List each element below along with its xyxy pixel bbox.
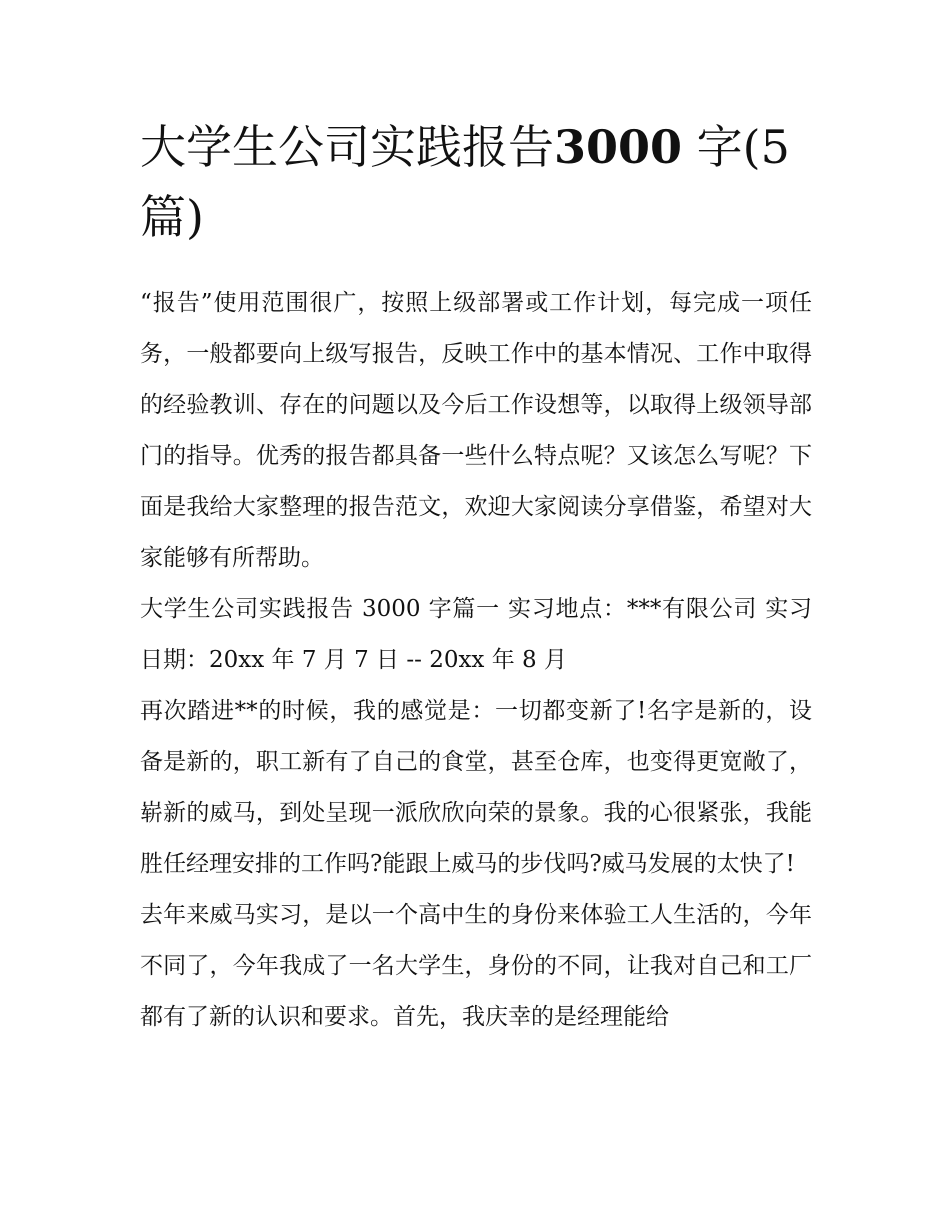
body-paragraph: 再次踏进**的时候，我的感觉是：一切都变新了!名字是新的，设备是新的，职工新有了自己的食堂，甚至仓库，也变得更宽敞了，崭新的威马，到处呈现一派欣欣向荣的景象。我的心很紧张，我能胜任经理安排的工作吗?能跟上威马的步伐吗?威马发展的太快了! [140,698,812,877]
title-suffix: 字(5 篇) [140,120,790,244]
intro-paragraph: “报告”使用范围很广，按照上级部署或工作计划，每完成一项任务，一般都要向上级写报告，反映工作中的基本情况、工作中取得的经验教训、存在的问题以及今后工作设想等，以取得上级领导部门的指导。优秀的报告都具备一些什么特点呢？又该怎么写呢？下面是我给大家整理的报告范文，欢迎大家阅读分享借鉴，希望对大家能够有所帮助。 [140,290,812,571]
document-body [140,278,812,1043]
title-number: 3000 [554,120,683,174]
document-page [140,112,812,1043]
document-title [140,112,812,252]
section-heading-paragraph: 大学生公司实践报告 3000 字篇一 实习地点：***有限公司 实习日期：20xx 年 7 月 7 日 -- 20xx 年 8 月 [140,596,812,673]
title-text: 大学生公司实践报告 [140,120,554,174]
body-paragraph: 去年来威马实习，是以一个高中生的身份来体验工人生活的，今年不同了，今年我成了一名大学生，身份的不同，让我对自己和工厂都有了新的认识和要求。首先，我庆幸的是经理能给 [140,902,812,1030]
